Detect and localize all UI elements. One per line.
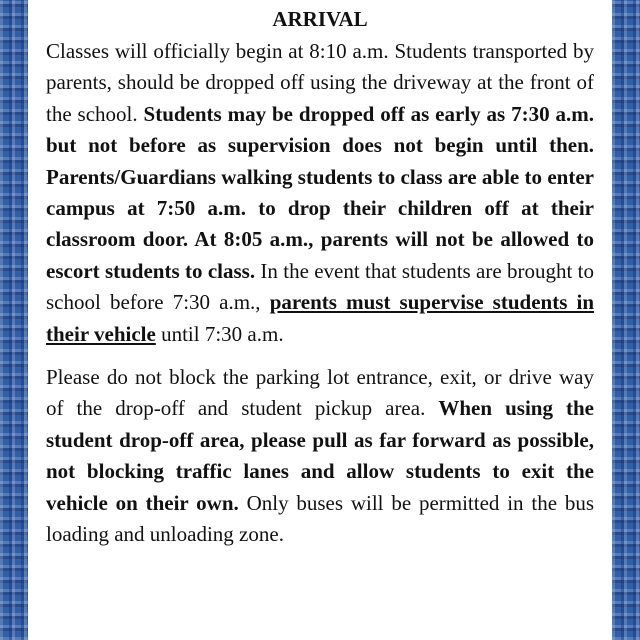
arrival-text-1: Classes will officially begin at 8:10 a.m. Students transported by parents, should be dropped off using the driveway at the front of the school. (46, 39, 594, 126)
notice-panel (28, 0, 612, 640)
dropoff-text-1: Please do not block the parking lot entrance, exit, or drive way of the drop-off and student pickup area. (46, 365, 594, 421)
arrival-underlined-text: parents must supervise students in their vehicle (46, 290, 594, 346)
dropoff-text-2: Only buses will be permitted in the bus loading and unloading zone. (46, 490, 594, 547)
dropoff-paragraph (46, 362, 594, 550)
arrival-text-2: In the event that students are brought to school before 7:30 a.m., (46, 258, 595, 315)
arrival-paragraph (46, 36, 594, 350)
arrival-text-3: until 7:30 a.m. (155, 321, 284, 346)
arrival-bold-text: Students may be dropped off as early as 7:30 a.m. but not before as supervision does not begin until then. Parents/Guardians walking students to class are able to enter campus at 7:50 a.m. to drop their children off at their classroom door. At 8:05 a.m., parents will not be allowed to escort students to class. (46, 101, 594, 283)
section-title: ARRIVAL (272, 7, 368, 31)
dropoff-bold-text: When using the student drop-off area, please pull as far forward as possible, not blocking traffic lanes and allow students to exit the vehicle on their own. (46, 396, 594, 515)
